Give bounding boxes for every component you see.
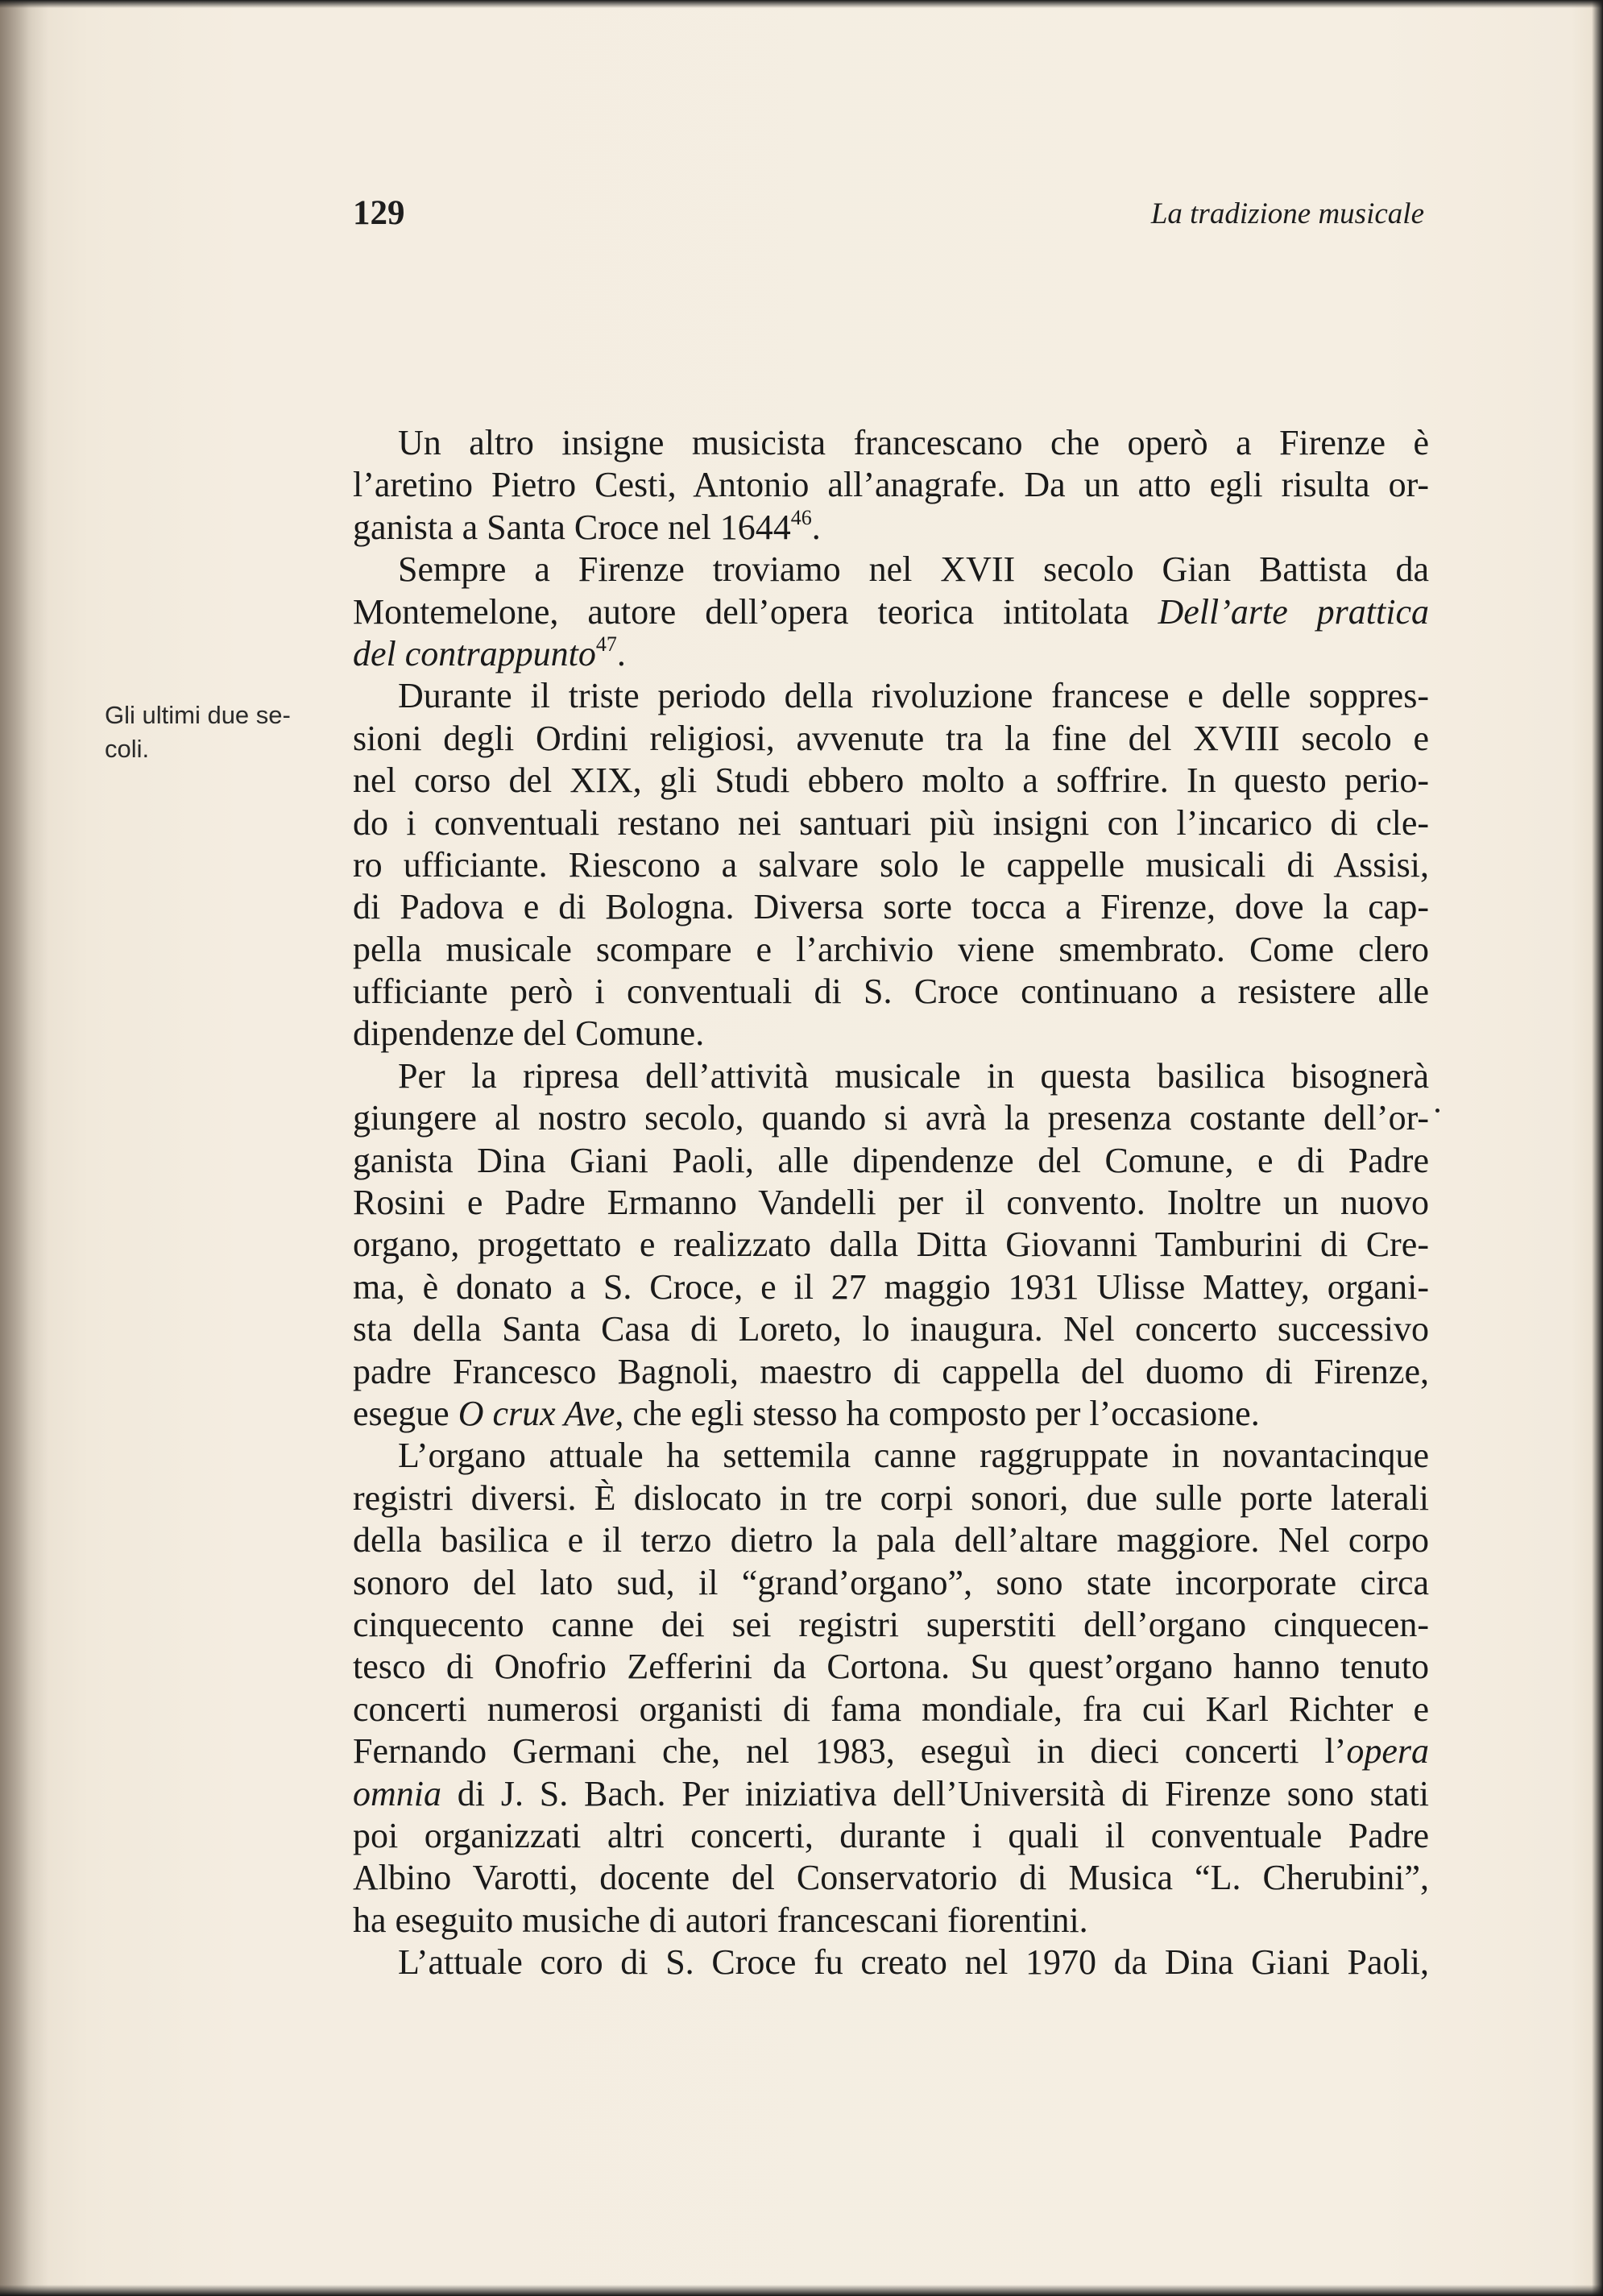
text-line: ro ufficiante. Riescono a salvare solo le cappelle musicali di Assisi, xyxy=(353,844,1429,885)
ink-speck xyxy=(1435,1109,1439,1113)
text-line: poi organizzati altri concerti, durante i quali il conventuale Padre xyxy=(353,1815,1429,1855)
text-line: Per la ripresa dell’attività musicale in questa basilica bisognerà xyxy=(398,1055,1429,1096)
text-line: ma, è donato a S. Croce, e il 27 maggio 1931 Ulisse Mattey, organi- xyxy=(353,1266,1429,1307)
margin-note xyxy=(105,698,306,766)
text-line: concerti numerosi organisti di fama mondiale, fra cui Karl Richter e xyxy=(353,1689,1429,1729)
text-line: sioni degli Ordini religiosi, avvenute tra la fine del XVIII secolo e xyxy=(353,718,1429,758)
text-line xyxy=(353,633,1429,675)
text-line: ufficiante però i conventuali di S. Croce continuano a resistere alle xyxy=(353,972,1429,1012)
scan-top-edge xyxy=(0,0,1603,8)
text-line: L’attuale coro di S. Croce fu creato nel 1970 da Dina Giani Paoli, xyxy=(398,1942,1429,1983)
text-line: registri diversi. È dislocato in tre corpi sonori, due sulle porte laterali xyxy=(353,1477,1429,1518)
text-line: sonoro del lato sud, il “grand’organo”, sono state incorporate circa xyxy=(353,1562,1429,1602)
text-line: Durante il triste periodo della rivoluzione francese e delle soppres- xyxy=(398,676,1429,716)
text-line: padre Francesco Bagnoli, maestro di cappella del duomo di Firenze, xyxy=(353,1351,1429,1391)
text-run: . xyxy=(616,633,626,673)
text-line xyxy=(353,1773,1429,1815)
text-line xyxy=(353,507,1429,549)
margin-note-line: Gli ultimi due se- xyxy=(105,701,291,729)
text-line xyxy=(353,591,1429,633)
text-line: dipendenze del Comune. xyxy=(353,1013,705,1054)
text-run: . xyxy=(811,507,821,547)
text-line: ganista Dina Giani Paoli, alle dipendenze del Comune, e di Padre xyxy=(353,1140,1429,1180)
scan-bottom-edge xyxy=(0,2285,1603,2296)
text-line: giungere al nostro secolo, quando si avrà la presenza costante dell’or- xyxy=(353,1098,1429,1138)
text-run: , che egli stesso ha composto per l’occasione. xyxy=(615,1393,1260,1433)
text-line: cinquecento canne dei sei registri superstiti dell’organo cinquecen- xyxy=(353,1604,1429,1644)
text-line: Rosini e Padre Ermanno Vandelli per il convento. Inoltre un nuovo xyxy=(353,1183,1429,1223)
text-run: esegue xyxy=(353,1393,458,1433)
text-line: Un altro insigne musicista francescano che operò a Firenze è xyxy=(398,423,1429,462)
text-run: ganista a Santa Croce nel 1644 xyxy=(353,507,791,547)
text-line: pella musicale scompare e l’archivio viene smembrato. Come clero xyxy=(353,929,1429,969)
text-line: l’aretino Pietro Cesti, Antonio all’anagrafe. Da un atto egli risulta or- xyxy=(353,465,1429,505)
running-title: La tradizione musicale xyxy=(1150,197,1424,230)
italic-title: opera xyxy=(1346,1731,1429,1772)
text-line xyxy=(353,1393,1429,1435)
running-header xyxy=(353,193,1424,242)
text-line: di Padova e di Bologna. Diversa sorte tocca a Firenze, dove la cap- xyxy=(353,887,1429,927)
binding-shadow xyxy=(0,0,48,2296)
text-line xyxy=(353,1730,1429,1772)
text-line: organo, progettato e realizzato dalla Ditta Giovanni Tamburini di Cre- xyxy=(353,1225,1429,1265)
text-run: di J. S. Bach. Per iniziativa dell’Università di Firenze sono stati xyxy=(441,1773,1429,1813)
text-line: della basilica e il terzo dietro la pala dell’altare maggiore. Nel corpo xyxy=(353,1520,1429,1560)
italic-title: omnia xyxy=(353,1773,441,1813)
text-run: Fernando Germani che, nel 1983, eseguì in dieci concerti l’ xyxy=(353,1731,1347,1772)
text-run: Montemelone, autore dell’opera teorica intitolata xyxy=(353,591,1158,632)
text-line: Albino Varotti, docente del Conservatorio di Musica “L. Cherubini”, xyxy=(353,1858,1429,1898)
scan-right-edge xyxy=(1592,0,1603,2296)
text-line: ha eseguito musiche di autori francescani fiorentini. xyxy=(353,1900,1088,1940)
text-line: nel corso del XIX, gli Studi ebbero molto a soffrire. In questo perio- xyxy=(353,760,1429,801)
text-line: sta della Santa Casa di Loreto, lo inaugura. Nel concerto successivo xyxy=(353,1309,1429,1349)
body-text xyxy=(353,422,1429,1983)
margin-note-line: coli. xyxy=(105,735,150,763)
text-line: tesco di Onofrio Zefferini da Cortona. Su quest’organo hanno tenuto xyxy=(353,1647,1429,1687)
text-line: L’organo attuale ha settemila canne raggruppate in novantacinque xyxy=(398,1436,1429,1476)
text-line: Sempre a Firenze troviamo nel XVII secolo Gian Battista da xyxy=(398,549,1429,590)
footnote-ref-46[interactable]: 46 xyxy=(790,506,812,530)
italic-title: Dell’arte prattica xyxy=(1158,591,1429,632)
italic-title: del contrappunto xyxy=(353,633,596,673)
italic-title: O crux Ave xyxy=(458,1393,615,1433)
page-number: 129 xyxy=(353,194,405,232)
text-line: do i conventuali restano nei santuari più insigni con l’incarico di cle- xyxy=(353,802,1429,843)
footnote-ref-47[interactable]: 47 xyxy=(595,632,617,657)
